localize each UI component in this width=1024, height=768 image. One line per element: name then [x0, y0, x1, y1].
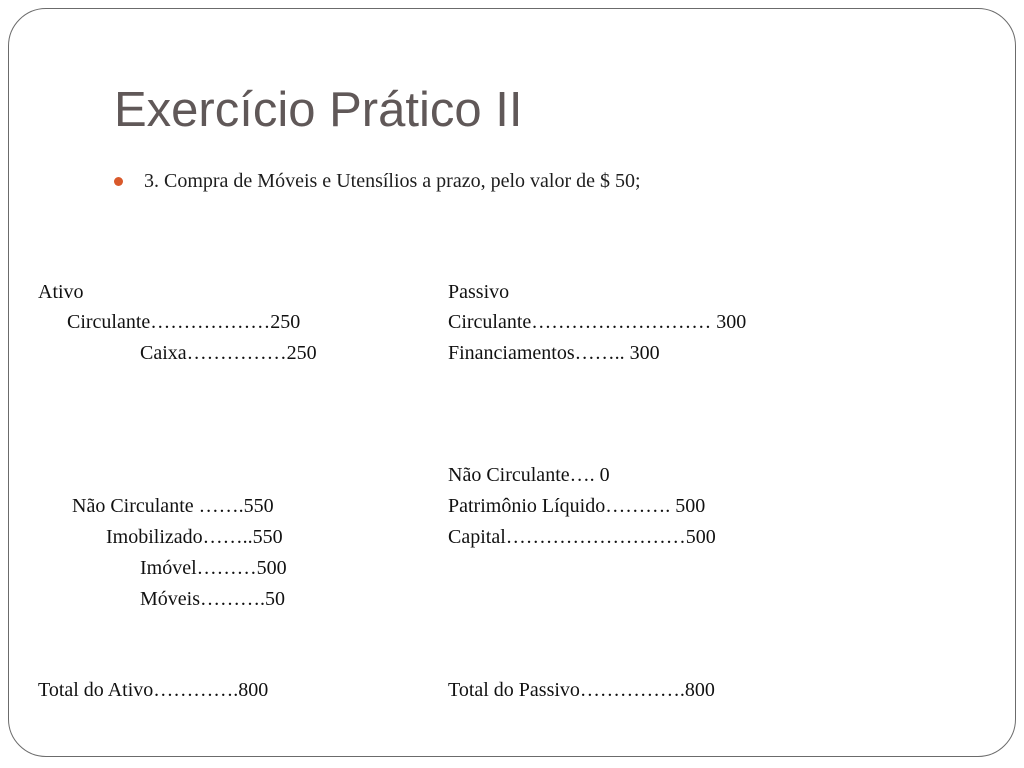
passivo-heading: Passivo — [448, 281, 510, 303]
passivo-total: Total do Passivo…………….800 — [448, 679, 715, 701]
ativo-nao-circulante: Não Circulante …….550 — [72, 495, 274, 517]
slide-title: Exercício Prático II — [114, 83, 523, 137]
ativo-circulante: Circulante………………250 — [67, 311, 301, 333]
passivo-circulante: Circulante……………………… 300 — [448, 311, 747, 333]
ativo-imobilizado: Imobilizado……..550 — [106, 526, 283, 548]
ativo-imovel: Imóvel………500 — [140, 557, 287, 579]
bullet-text: 3. Compra de Móveis e Utensílios a prazo, pelo valor de $ 50; — [144, 170, 641, 192]
ativo-moveis: Móveis……….50 — [140, 588, 285, 610]
ativo-caixa: Caixa……………250 — [140, 342, 317, 364]
passivo-patrimonio-liquido: Patrimônio Líquido………. 500 — [448, 495, 706, 517]
passivo-capital: Capital………………………500 — [448, 526, 716, 548]
passivo-financiamentos: Financiamentos…….. 300 — [448, 342, 660, 364]
ativo-total: Total do Ativo………….800 — [38, 679, 269, 701]
bullet-dot-icon — [114, 177, 123, 186]
passivo-nao-circulante: Não Circulante…. 0 — [448, 464, 610, 486]
ativo-heading: Ativo — [38, 281, 84, 303]
